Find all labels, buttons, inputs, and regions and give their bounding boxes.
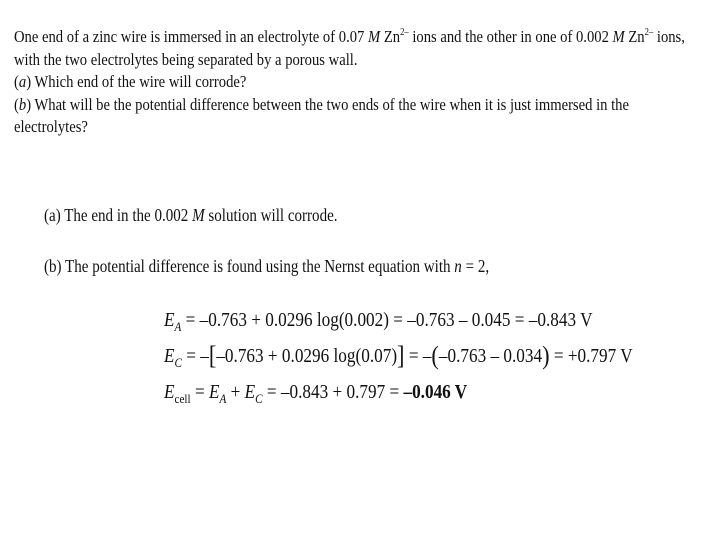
part-b-text: What will be the potential difference between the two ends of the wire when it is just immersed in the <box>31 94 629 114</box>
eq2-part4: –0.763 – 0.034 <box>438 345 543 367</box>
eq2-part3: = – <box>404 345 432 367</box>
eq2-bracket-open: [ <box>208 341 217 370</box>
question-line1-end: ions, <box>653 27 685 46</box>
question-line-2: with the two electrolytes being separated by a porous wall. <box>14 49 358 69</box>
molar-unit: M <box>612 27 625 46</box>
equation-cell <box>164 374 633 410</box>
answer-a-unit: M <box>192 205 205 225</box>
eq3-sub-a: A <box>219 391 227 406</box>
eq2-var: E <box>164 345 175 367</box>
eq3-var-c: E <box>244 381 256 403</box>
question-line-1 <box>14 26 710 49</box>
ion-symbol: Zn <box>628 27 645 46</box>
ion-charge: 2– <box>644 27 654 38</box>
answer-a-suffix: solution will corrode. <box>204 205 338 225</box>
molar-unit: M <box>368 27 381 46</box>
answer-b-prefix: (b) The potential difference is found using the Nernst equation with <box>44 256 455 276</box>
question-part-a: (a) Which end of the wire will corrode? <box>14 72 247 91</box>
answer-a-prefix: (a) The end in the 0.002 <box>44 205 193 225</box>
eq3-var-a: E <box>208 381 220 403</box>
eq2-sub: C <box>174 355 182 370</box>
equation-cathode <box>164 338 633 374</box>
question-line1-mid: ions and the other in one of 0.002 <box>408 27 613 46</box>
question-part-b: (b) What will be the potential difference between the two ends of the wire when it is just immersed in the <box>14 94 629 114</box>
part-a-text: Which end of the wire will corrode? <box>31 72 247 91</box>
eq3-body: = –0.843 + 0.797 = <box>262 381 404 403</box>
eq3-plus: + <box>226 381 245 403</box>
answer-a <box>44 203 338 227</box>
eq3-sub-c: C <box>255 391 263 406</box>
question-line1-start: One end of a zinc wire is immersed in an electrolyte of 0.07 <box>14 27 369 46</box>
ion-symbol: Zn <box>383 27 401 46</box>
part-b-label: b <box>18 94 27 114</box>
eq2-part2: –0.763 + 0.0296 log(0.07) <box>216 345 398 367</box>
ion-charge: 2– <box>400 27 409 38</box>
answer-b-suffix: = 2, <box>461 256 490 276</box>
eq3-result: –0.046 V <box>403 381 468 403</box>
part-a-label: a <box>18 72 27 91</box>
answer-b-var-n: n <box>454 256 462 276</box>
eq2-bracket-close: ] <box>397 341 405 370</box>
eq3-var: E <box>164 381 175 403</box>
eq3-sub: cell <box>174 391 191 406</box>
eq3-equals: = <box>190 381 209 403</box>
equation-anode <box>164 302 633 338</box>
question-text <box>14 26 710 139</box>
eq2-part5: = +0.797 V <box>549 345 633 367</box>
eq2-part1: = – <box>181 345 209 367</box>
eq1-sub: A <box>174 319 182 334</box>
eq2-paren-close: ) <box>542 341 550 370</box>
eq1-body: = –0.763 + 0.0296 log(0.002) = –0.763 – 0.045 = –0.843 V <box>181 309 593 331</box>
eq2-paren-open: ( <box>431 341 439 370</box>
eq1-var: E <box>164 309 175 331</box>
answer-b <box>44 254 489 278</box>
equations <box>164 302 633 410</box>
question-line-5: electrolytes? <box>14 117 88 136</box>
